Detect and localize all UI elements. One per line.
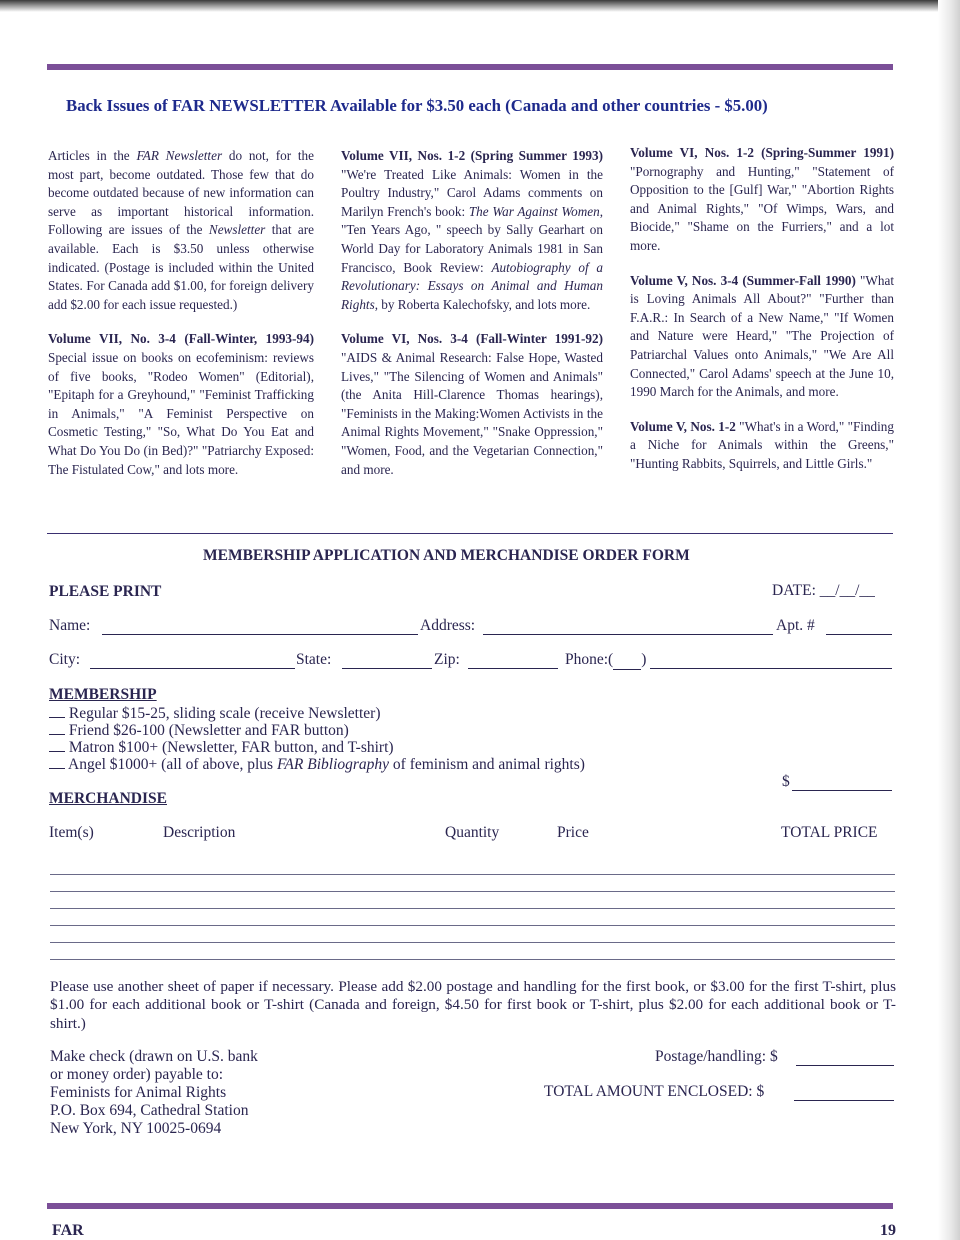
issue-v7-12: Volume VII, Nos. 1-2 (Spring Summer 1993) "We're Treated Like Animals: Women in the Poultry Industry," Carol Adams comments on Marilyn French's book: The War Against Women, "Ten Years Ago, " speech by Sally Gearhart on World Day for Laboratory Animals 1981 in San Francisco, Book Review: Autobiography of a Revolutionary: Essays on Animal and Human Rights, by Roberta Kalechofsky, and lots more.: [341, 148, 603, 312]
column-3: [630, 144, 894, 490]
intro-paragraph: Articles in the FAR Newsletter do not, for the most part, become outdated. Those few that do become outdated because of new information can serve as important historical information. Following are issues of the Newsletter that are available. Each is $3.50 unless otherwise indicated. (Postage is included within the United States. For Canada add $1.00, for foreign delivery add $2.00 for each issue requested.): [48, 148, 315, 312]
phone-field-label: Phone:( ): [565, 651, 647, 668]
issue-heading: Volume V, Nos. 3-4 (Summer-Fall 1990): [630, 272, 856, 288]
membership-heading: MEMBERSHIP: [49, 686, 157, 703]
address-field[interactable]: [483, 621, 773, 635]
order-line[interactable]: [50, 891, 895, 892]
city-field[interactable]: [90, 655, 295, 669]
payment-address: Make check (drawn on U.S. bank or money order) payable to: Feminists for Animal Rights P.O. Box 694, Cathedral Station New York, NY 10025-0694: [50, 1048, 258, 1137]
issue-heading: Volume V, Nos. 1-2: [630, 418, 736, 434]
section-divider: [47, 533, 893, 534]
footer-publication: FAR: [52, 1222, 84, 1239]
col-description-header: Description: [163, 824, 236, 841]
shipping-note: Please use another sheet of paper if necessary. Please add $2.00 postage and handling for the first book, or $3.00 for the first T-shirt, plus $1.00 for each additional book or T-shirt (Canada and foreign, $4.50 for first book or T-shirt, plus $2.00 for each additional book or T-shirt.): [50, 978, 896, 1032]
membership-option-friend[interactable]: Friend $26-100 (Newsletter and FAR button): [49, 722, 349, 740]
checkbox-blank[interactable]: [49, 734, 65, 735]
zip-field[interactable]: [468, 655, 558, 669]
col-total-header: TOTAL PRICE: [781, 824, 878, 841]
zip-field-label: Zip:: [434, 651, 460, 668]
page-number: 19: [880, 1222, 896, 1239]
state-field-label: State:: [296, 651, 332, 668]
issue-v5-12: Volume V, Nos. 1-2 "What's in a Word," "Finding a Niche for Animals within the Greens," "Hunting Rabbits, Squirrels, and Little Girls.": [630, 418, 894, 471]
form-title: MEMBERSHIP APPLICATION AND MERCHANDISE ORDER FORM: [203, 547, 690, 564]
checkbox-blank[interactable]: [49, 717, 65, 718]
issue-heading: Volume VII, No. 3-4 (Fall-Winter, 1993-94): [48, 331, 314, 347]
issue-heading: Volume VI, Nos. 3-4 (Fall-Winter 1991-92): [341, 331, 603, 347]
issue-v5-34: Volume V, Nos. 3-4 (Summer-Fall 1990) "What is Loving Animals All About?" "Further than F.A.R.: In Search of a New Name," "If Women and Nature were Heard," "The Projection of Patriarchal Values onto Animals," "We Are All Connected," Carol Adams' speech at the June 10, 1990 March for the Animals, and more.: [630, 272, 894, 400]
merchandise-heading: MERCHANDISE: [49, 790, 167, 807]
scan-edge-top: [0, 0, 960, 12]
name-field[interactable]: [102, 621, 418, 635]
bottom-accent-bar: [47, 1203, 893, 1209]
order-line[interactable]: [50, 959, 895, 960]
issue-heading: Volume VI, Nos. 1-2 (Spring-Summer 1991): [630, 145, 894, 160]
postage-handling-field[interactable]: [796, 1052, 894, 1066]
state-field[interactable]: [342, 655, 432, 669]
order-line[interactable]: [50, 908, 895, 909]
scan-edge-right: [938, 0, 960, 1240]
city-field-label: City:: [49, 651, 81, 668]
column-2: [341, 147, 603, 495]
postage-handling-label: Postage/handling: $: [655, 1048, 778, 1065]
apt-field-label: Apt. #: [776, 617, 815, 634]
order-line[interactable]: [50, 874, 895, 875]
col-price-header: Price: [557, 824, 589, 841]
membership-amount-field[interactable]: [792, 777, 892, 791]
date-field[interactable]: DATE: __/__/__: [772, 582, 875, 599]
membership-option-angel[interactable]: Angel $1000+ (all of above, plus FAR Bibliography of feminism and animal rights): [49, 756, 585, 774]
membership-option-matron[interactable]: Matron $100+ (Newsletter, FAR button, and T-shirt): [49, 739, 394, 757]
phone-field[interactable]: [650, 655, 892, 669]
issue-heading: Volume VII, Nos. 1-2 (Spring Summer 1993): [341, 148, 603, 163]
top-accent-bar: [47, 64, 893, 70]
membership-option-regular[interactable]: Regular $15-25, sliding scale (receive Newsletter): [49, 705, 380, 723]
total-amount-field[interactable]: [794, 1087, 894, 1101]
column-1: [48, 147, 314, 495]
checkbox-blank[interactable]: [49, 751, 65, 752]
checkbox-blank[interactable]: [49, 768, 65, 769]
apt-field[interactable]: [826, 621, 892, 635]
col-quantity-header: Quantity: [445, 824, 500, 841]
page-title: Back Issues of FAR NEWSLETTER Available for $3.50 each (Canada and other countries - $5.00): [66, 96, 768, 115]
total-amount-label: TOTAL AMOUNT ENCLOSED: $: [544, 1083, 765, 1100]
order-line[interactable]: [50, 942, 895, 943]
order-line[interactable]: [50, 925, 895, 926]
issue-v6-12: Volume VI, Nos. 1-2 (Spring-Summer 1991) "Pornography and Hunting," "Statement of Opposition to the [Gulf] War," "Abortion Rights and Animal Rights," "Of Wimps, Wars, and Biocide," "Shame on the Furriers," and a lot more.: [630, 145, 894, 253]
address-field-label: Address:: [420, 617, 476, 634]
name-field-label: Name:: [49, 617, 91, 634]
issue-v7-34: Volume VII, No. 3-4 (Fall-Winter, 1993-94) Special issue on books on ecofeminism: reviews of five books, "Rodeo Women" (Editorial), "Epitaph for a Greyhound," "Feminist Trafficking in Animals," "A Feminist Perspective on Cosmetic Testing," "So, What Do You Eat and What Do You Do (in Bed)?" "Patriarchy Exposed: The Fistulated Cow," and lots more.: [48, 331, 314, 477]
col-items-header: Item(s): [49, 824, 94, 841]
issue-v6-34: Volume VI, Nos. 3-4 (Fall-Winter 1991-92) "AIDS & Animal Research: False Hope, Wasted Lives," "The Silencing of Women and Animals" (the Anita Hill-Clarence Thomas hearings), "Feminists in the Making:Women Activists in the Animal Rights Movement," "Snake Oppression," "Women, Food, and the Vegetarian Connection," and more.: [341, 331, 603, 477]
please-print-label: PLEASE PRINT: [49, 583, 162, 600]
membership-amount-label: $: [782, 773, 790, 790]
